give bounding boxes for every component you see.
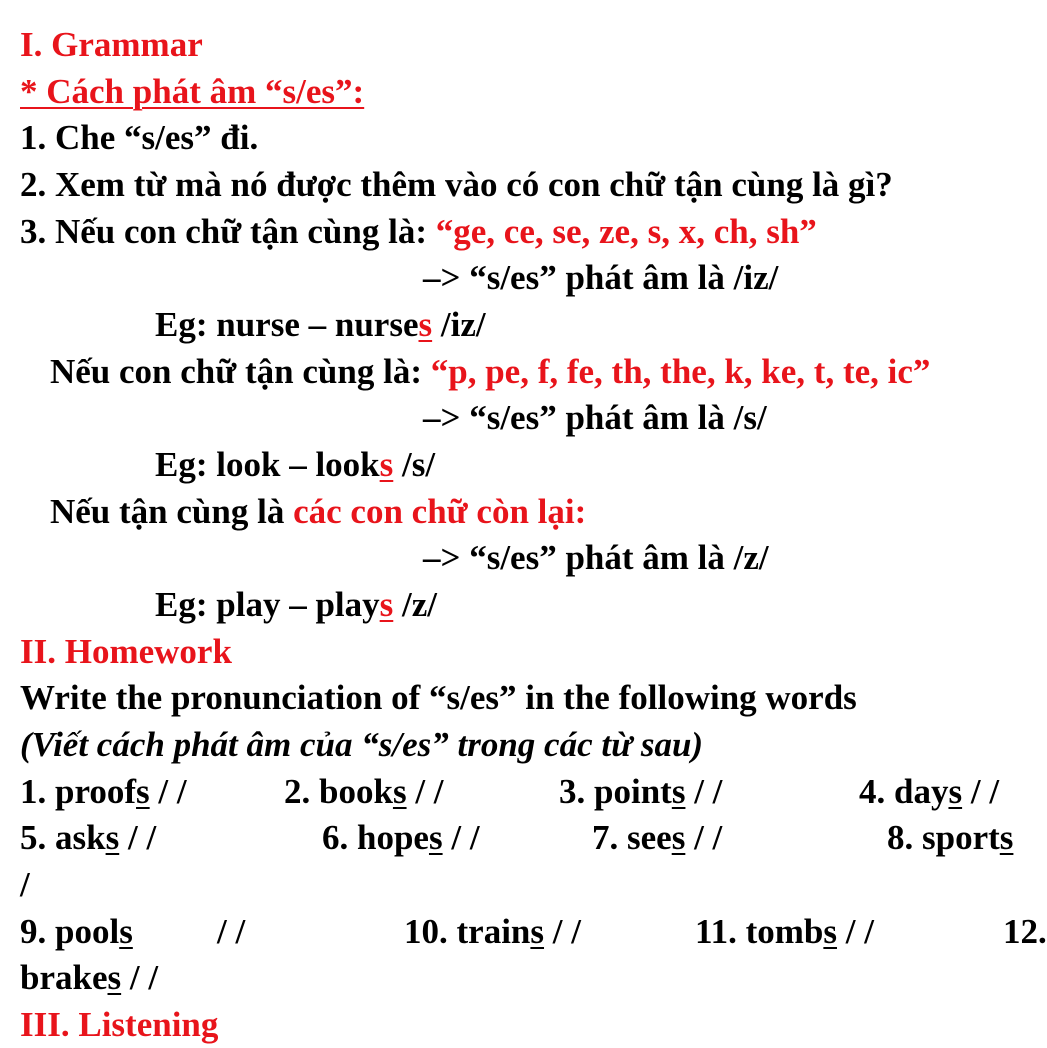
example-iz-sound: /iz/ [432, 305, 486, 344]
item-word: 8. sport [887, 818, 1000, 857]
item-word: brake [20, 958, 108, 997]
item-ending: s [107, 958, 122, 997]
homework-instruction-vi: (Viết cách phát âm của “s/es” trong các từ sau) [20, 725, 704, 764]
result-z: –> “s/es” phát âm là /z/ [423, 538, 769, 577]
grammar-heading: I. Grammar [20, 25, 203, 64]
example-iz [155, 302, 486, 348]
next-section-heading [20, 1002, 219, 1044]
item-answer-blank: / / [836, 912, 874, 951]
step-3 [20, 209, 817, 255]
item-number: 12. [1003, 912, 1047, 951]
homework-item [887, 815, 1024, 861]
item-word: 7. see [592, 818, 672, 857]
homework-item [1003, 909, 1047, 955]
item-answer-blank: / / [685, 818, 723, 857]
result-iz: –> “s/es” phát âm là /iz/ [423, 258, 779, 297]
item-ending: s [119, 912, 133, 951]
step-3-letters: “ge, ce, se, ze, s, x, ch, sh” [435, 212, 817, 251]
example-s-sound: /s/ [393, 445, 436, 484]
example-z-sound: /z/ [393, 585, 437, 624]
homework-item [592, 815, 722, 861]
step-1: 1. Che “s/es” đi. [20, 118, 259, 157]
item-word: 2. book [284, 772, 393, 811]
item-answer-blank: / / [217, 912, 246, 951]
homework-heading: II. Homework [20, 632, 232, 671]
item-ending: s [392, 772, 407, 811]
item-answer-blank: / / [544, 912, 581, 951]
item-word: 11. tomb [695, 912, 824, 951]
item-ending: s [948, 772, 963, 811]
example-iz-word: Eg: nurse – nurse [155, 305, 419, 344]
item-word: 9. pool [20, 912, 120, 951]
item-word: 4. day [859, 772, 949, 811]
item-answer-blank: / [20, 865, 30, 904]
item-answer-blank: / / [685, 772, 723, 811]
rule-z-prefix: Nếu tận cùng là [50, 492, 294, 531]
homework-item [20, 909, 133, 955]
item-ending: s [671, 772, 686, 811]
item-ending: s [136, 772, 150, 811]
step-3-prefix: 3. Nếu con chữ tận cùng là: [20, 212, 436, 251]
item-ending: s [530, 912, 545, 951]
homework-item [284, 769, 444, 815]
item-ending: s [105, 818, 120, 857]
item-answer-blank: / / [149, 772, 187, 811]
rule-s [50, 349, 930, 395]
rule-z [50, 489, 586, 535]
next-section-heading-text: III. Listening [20, 1005, 219, 1044]
item-ending: s [671, 818, 686, 857]
item-word: 3. point [559, 772, 672, 811]
item-ending: s [428, 818, 443, 857]
homework-instruction: Write the pronunciation of “s/es” in the following words [20, 678, 857, 717]
pronunciation-subheading-text: * Cách phát âm “s/es”: [20, 72, 365, 111]
step-2: 2. Xem từ mà nó được thêm vào có con chữ tận cùng là gì? [20, 165, 893, 204]
rule-s-prefix: Nếu con chữ tận cùng là: [50, 352, 431, 391]
item-ending: s [823, 912, 837, 951]
item-word: 1. proof [20, 772, 137, 811]
item-word: 5. ask [20, 818, 106, 857]
item-answer-blank: / / [962, 772, 1000, 811]
example-iz-ending: s [418, 305, 433, 344]
example-z-ending: s [379, 585, 394, 624]
homework-item [322, 815, 480, 861]
example-s [155, 442, 435, 488]
item-ending: s [999, 818, 1014, 857]
example-z [155, 582, 437, 628]
item-answer-blank: / / [406, 772, 444, 811]
homework-item-blank [217, 909, 245, 955]
homework-item [695, 909, 874, 955]
item-answer-blank: / / [119, 818, 157, 857]
example-s-word: Eg: look – look [155, 445, 380, 484]
item-word: 10. train [404, 912, 531, 951]
homework-item [559, 769, 722, 815]
pronunciation-subheading [20, 69, 364, 115]
result-s: –> “s/es” phát âm là /s/ [423, 398, 767, 437]
homework-item [20, 769, 187, 815]
item-answer-blank: / / [121, 958, 159, 997]
example-s-ending: s [379, 445, 394, 484]
item-answer-blank: / / [442, 818, 480, 857]
homework-item [859, 769, 1024, 815]
homework-item [20, 955, 158, 1001]
homework-item [404, 909, 581, 955]
rule-z-letters: các con chữ còn lại: [293, 492, 587, 531]
example-z-word: Eg: play – play [155, 585, 380, 624]
homework-item [20, 815, 156, 861]
rule-s-letters: “p, pe, f, fe, th, the, k, ke, t, te, ic” [430, 352, 931, 391]
homework-item-wrap [20, 862, 30, 908]
item-word: 6. hope [322, 818, 429, 857]
